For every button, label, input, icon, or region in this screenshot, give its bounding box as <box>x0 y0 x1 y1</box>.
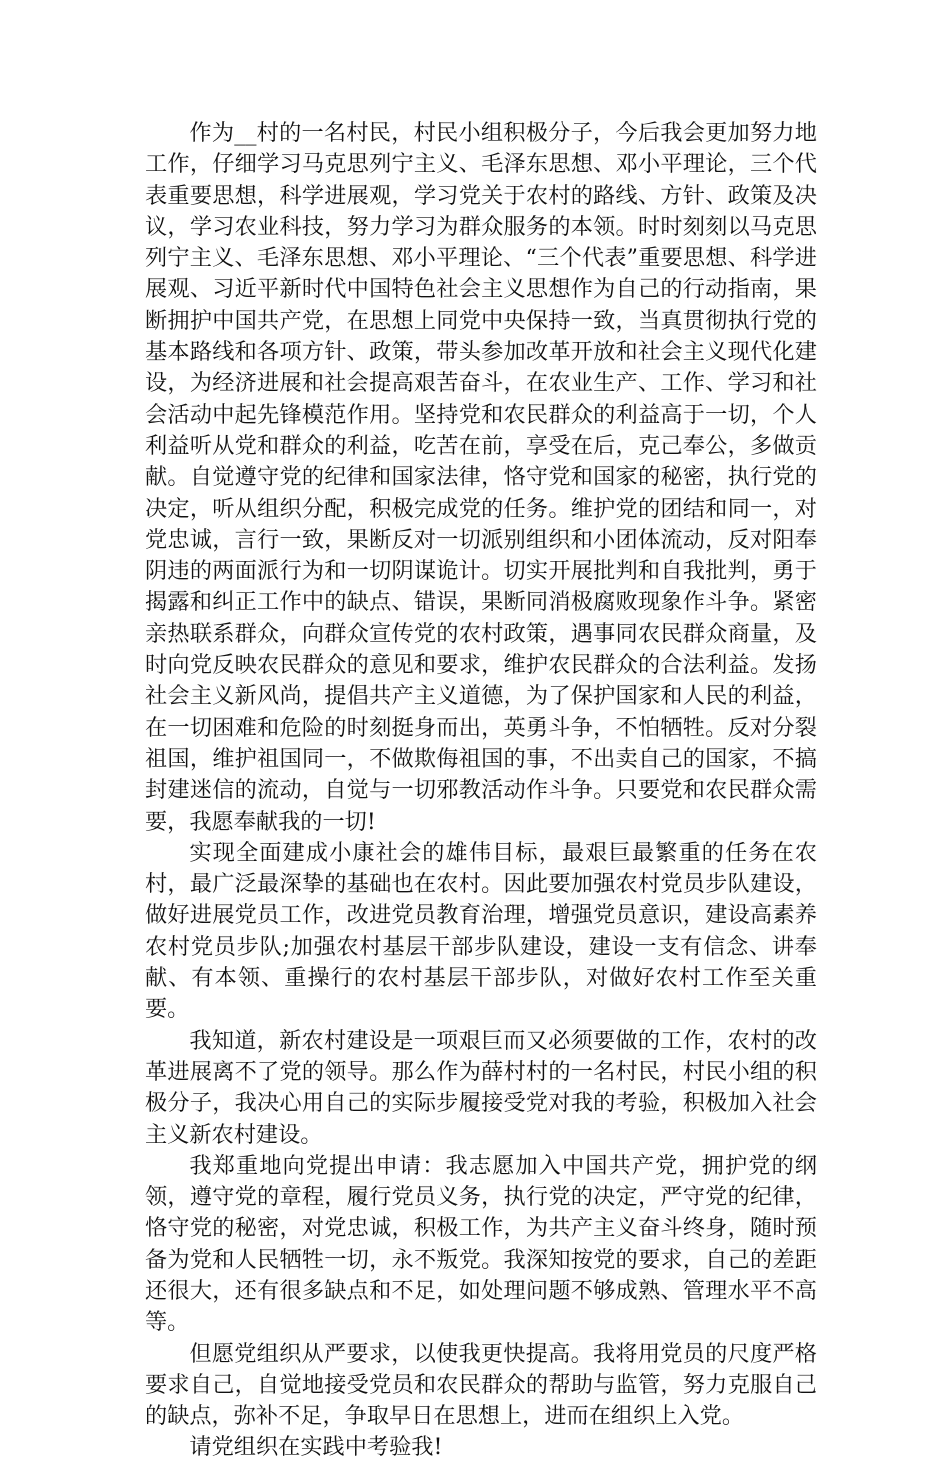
paragraph-new-countryside: 我知道，新农村建设是一项艰巨而又必须要做的工作，农村的改革进展离不了党的领导。那么作为薛村村的一名村民，村民小组的积极分子，我决心用自己的实际步履接受党对我的考验，积极加入社会主义新农村建设。 <box>145 1027 817 1148</box>
paragraph-rural-party-building: 实现全面建成小康社会的雄伟目标，最艰巨最繁重的任务在农村，最广泛最深挚的基础也在农村。因此要加强农村党员步队建设，做好进展党员工作，改进党员教育治理，增强党员意识，建设高素养农村党员步队;加强农村基层干部步队建设，建设一支有信念、讲奉献、有本领、重操行的农村基层干部步队，对做好农村工作至关重要。 <box>145 839 817 1023</box>
paragraph-village-member: 作为__村的一名村民，村民小组积极分子，今后我会更加努力地工作，仔细学习马克思列宁主义、毛泽东思想、邓小平理论，三个代表重要思想，科学进展观，学习党关于农村的路线、方针、政策及决议，学习农业科技，努力学习为群众服务的本领。时时刻刻以马克思列宁主义、毛泽东思想、邓小平理论、“三个代表”重要思想、科学进展观、习近平新时代中国特色社会主义思想作为自己的行动指南，果断拥护中国共产党，在思想上同党中央保持一致，当真贯彻执行党的基本路线和各项方针、政策，带头参加改革开放和社会主义现代化建设，为经济进展和社会提高艰苦奋斗，在农业生产、工作、学习和社会活动中起先锋模范作用。坚持党和农民群众的利益高于一切，个人利益听从党和群众的利益，吃苦在前，享受在后，克己奉公，多做贡献。自觉遵守党的纪律和国家法律，恪守党和国家的秘密，执行党的决定，听从组织分配，积极完成党的任务。维护党的团结和同一，对党忠诚，言行一致，果断反对一切派别组织和小团体流动，反对阳奉阴违的两面派行为和一切阴谋诡计。切实开展批判和自我批判，勇于揭露和纠正工作中的缺点、错误，果断同消极腐败现象作斗争。紧密亲热联系群众，向群众宣传党的农村政策，遇事同农民群众商量，及时向党反映农民群众的意见和要求，维护农民群众的合法利益。发扬社会主义新风尚，提倡共产主义道德，为了保护国家和人民的利益，在一切困难和危险的时刻挺身而出，英勇斗争，不怕牺牲。反对分裂祖国，维护祖国同一，不做欺侮祖国的事，不出卖自己的国家，不搞封建迷信的流动，自觉与一切邪教活动作斗争。只要党和农民群众需要，我愿奉献我的一切! <box>145 120 817 835</box>
paragraph-application-statement: 我郑重地向党提出申请：我志愿加入中国共产党，拥护党的纲领，遵守党的章程，履行党员义务，执行党的决定，严守党的纪律，恪守党的秘密，对党忠诚，积极工作，为共产主义奋斗终身，随时预备为党和人民牺牲一切，永不叛党。我深知按党的要求，自己的差距还很大，还有很多缺点和不足，如处理问题不够成熟、管理水平不高等。 <box>145 1152 817 1336</box>
document-page <box>145 118 817 1464</box>
paragraph-self-improvement: 但愿党组织从严要求，以使我更快提高。我将用党员的尺度严格要求自己，自觉地接受党员和农民群众的帮助与监管，努力克服自己的缺点，弥补不足，争取早日在思想上，进而在组织上入党。 <box>145 1340 817 1430</box>
paragraph-closing: 请党组织在实践中考验我! <box>189 1434 443 1461</box>
